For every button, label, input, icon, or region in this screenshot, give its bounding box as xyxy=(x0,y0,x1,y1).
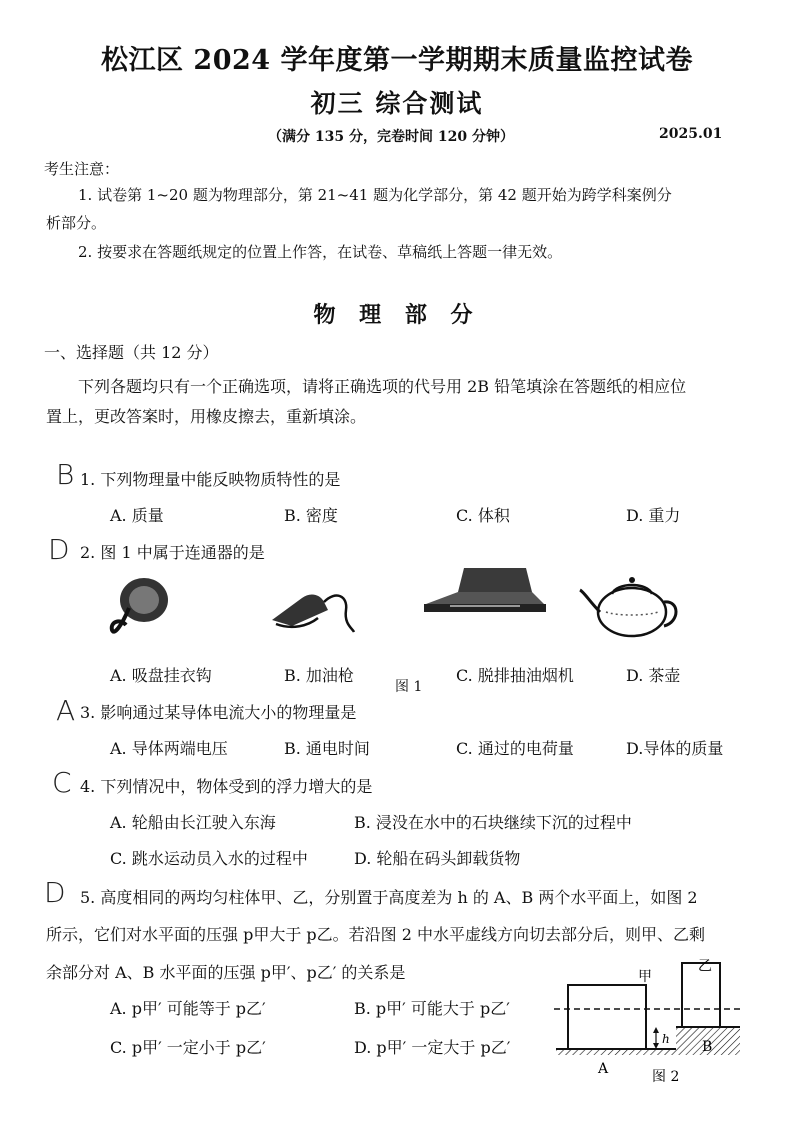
q5-option-a: A. p甲′ 可能等于 p乙′ xyxy=(110,999,266,1018)
teapot-icon xyxy=(576,572,682,640)
q1-option-c: C. 体积 xyxy=(456,506,510,525)
q2-option-b: B. 加油枪 xyxy=(284,666,354,685)
exam-meta: （满分 135 分，完卷时间 120 分钟） xyxy=(268,129,514,145)
notice-heading: 考生注意： xyxy=(44,160,120,178)
q3-stem: 3. 影响通过某导体电流大小的物理量是 xyxy=(80,703,357,722)
suction-hook-icon xyxy=(104,570,184,642)
range-hood-icon xyxy=(420,568,546,626)
q1-option-d: D. 重力 xyxy=(626,506,681,525)
label-a: A xyxy=(598,1061,609,1077)
label-yi: 乙 xyxy=(698,958,712,975)
q3-option-c: C. 通过的电荷量 xyxy=(456,739,574,758)
figure-2-diagram xyxy=(552,955,744,1085)
label-jia: 甲 xyxy=(638,969,652,985)
q5-stem-3: 余部分对 A、B 水平面的压强 p甲′、p乙′ 的关系是 xyxy=(46,963,406,982)
handwritten-answer-4: C xyxy=(52,766,72,799)
fuel-nozzle-icon xyxy=(262,580,357,636)
exam-date: 2025.01 xyxy=(659,126,723,142)
q4-option-b: B. 浸没在水中的石块继续下沉的过程中 xyxy=(354,813,632,832)
q4-stem: 4. 下列情况中，物体受到的浮力增大的是 xyxy=(80,777,373,796)
q2-option-c: C. 脱排抽油烟机 xyxy=(456,666,574,685)
handwritten-answer-5: D xyxy=(44,876,66,909)
q4-option-a: A. 轮船由长江驶入东海 xyxy=(110,813,276,832)
part1-heading: 一、选择题（共 12 分） xyxy=(44,343,219,362)
q2-option-d: D. 茶壶 xyxy=(626,666,681,685)
q3-option-d: D.导体的质量 xyxy=(626,739,724,758)
block-jia xyxy=(568,985,646,1049)
q2-stem: 2. 图 1 中属于连通器的是 xyxy=(80,543,265,562)
handwritten-answer-1: B xyxy=(56,458,75,491)
exam-subtitle: 初三 综合测试 xyxy=(310,89,484,118)
handwritten-answer-3: A xyxy=(56,694,76,727)
q5-stem-1: 5. 高度相同的两均匀柱体甲、乙，分别置于高度差为 h 的 A、B 两个水平面上，如图 2 xyxy=(80,888,698,907)
q5-option-c: C. p甲′ 一定小于 p乙′ xyxy=(110,1038,266,1057)
q1-stem: 1. 下列物理量中能反映物质特性的是 xyxy=(80,470,341,489)
figure-2-caption: 图 2 xyxy=(652,1069,680,1085)
notice-item-2: 2. 按要求在答题纸规定的位置上作答，在试卷、草稿纸上答题一律无效。 xyxy=(78,243,563,261)
notice-item-1-cont: 析部分。 xyxy=(46,214,107,232)
q1-option-b: B. 密度 xyxy=(284,506,338,525)
notice-item-1: 1. 试卷第 1~20 题为物理部分，第 21~41 题为化学部分，第 42 题开始为跨学科案例分 xyxy=(78,186,672,204)
part1-instr-2: 置上，更改答案时，用橡皮擦去，重新填涂。 xyxy=(46,407,367,426)
q4-option-d: D. 轮船在码头卸载货物 xyxy=(354,849,521,868)
q5-stem-2: 所示，它们对水平面的压强 p甲大于 p乙。若沿图 2 中水平虚线方向切去部分后，则甲、乙剩 xyxy=(46,925,706,944)
part1-instr-1: 下列各题均只有一个正确选项，请将正确选项的代号用 2B 铅笔填涂在答题纸的相应位 xyxy=(78,377,687,396)
q3-option-a: A. 导体两端电压 xyxy=(110,739,228,758)
figure-1-caption: 图 1 xyxy=(395,679,423,695)
q2-option-a: A. 吸盘挂衣钩 xyxy=(110,666,212,685)
handwritten-answer-2: D xyxy=(48,533,70,566)
q5-option-d: D. p甲′ 一定大于 p乙′ xyxy=(354,1038,511,1057)
q4-option-c: C. 跳水运动员入水的过程中 xyxy=(110,849,308,868)
q1-option-a: A. 质量 xyxy=(110,506,164,525)
exam-title: 松江区 2024 学年度第一学期期末质量监控试卷 xyxy=(101,45,693,76)
section-title: 物 理 部 分 xyxy=(313,302,481,328)
q3-option-b: B. 通电时间 xyxy=(284,739,370,758)
label-b: B xyxy=(702,1039,713,1055)
q5-option-b: B. p甲′ 可能大于 p乙′ xyxy=(354,999,510,1018)
label-h: h xyxy=(662,1032,670,1046)
